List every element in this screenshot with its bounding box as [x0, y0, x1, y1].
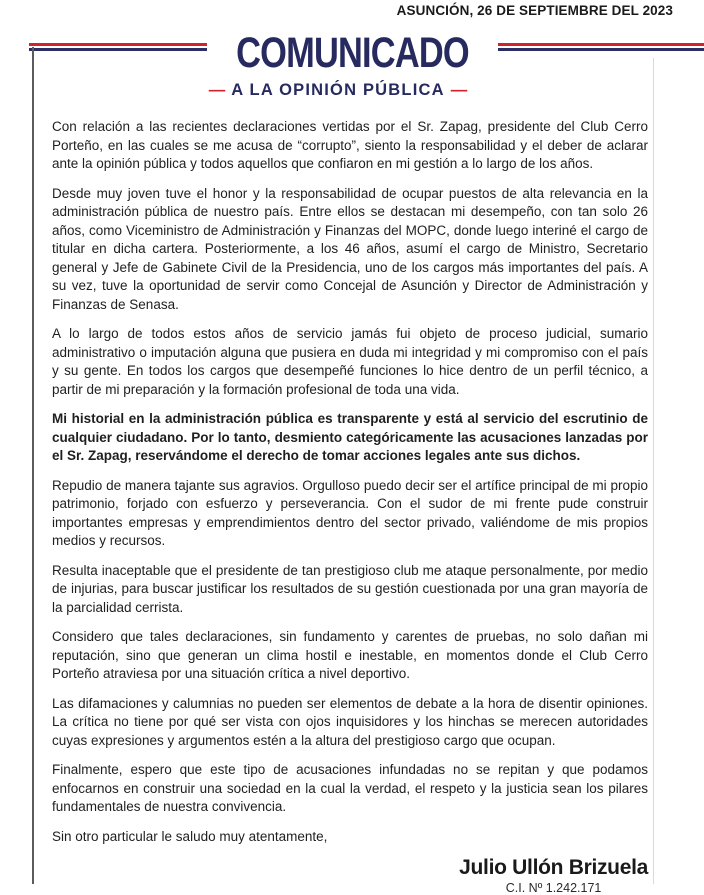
- paragraphs: [52, 118, 648, 817]
- paragraph: Con relación a las recientes declaraciones vertidas por el Sr. Zapag, presidente del Club Cerro Porteño, en las cuales se me acusa de “corrupto”, siento la responsabilidad y el deber de aclarar ante la opinión pública y todos aquellos que confiaron en mi gestión a lo largo de los años.: [52, 119, 648, 171]
- date-line: ASUNCIÓN, 26 DE SEPTIEMBRE DEL 2023: [396, 3, 673, 18]
- comunicado-title: COMUNICADO: [236, 29, 469, 77]
- header-rule-left: [29, 43, 207, 51]
- paper-right-edge: [653, 58, 654, 884]
- paragraph: Considero que tales declaraciones, sin fundamento y carentes de pruebas, no solo dañan mi reputación, sino que generan un clima hostil e inestable, en momentos donde el Club Cerro Porteño atraviesa por una situación crítica a nivel deportivo.: [52, 629, 648, 681]
- signature-block: [459, 856, 648, 895]
- header-rule-right: [498, 43, 704, 51]
- letter-body: [52, 118, 648, 895]
- paragraph: Finalmente, espero que este tipo de acusaciones infundadas no se repitan y que podamos enfocarnos en construir una sociedad en la cual la verdad, el respeto y la justicia sean los pilares fundamentales de nuestra convivencia.: [52, 762, 648, 814]
- dash-left: —: [208, 81, 226, 99]
- red-rule: [498, 43, 704, 46]
- document-left-border: [32, 47, 34, 884]
- paragraph: Repudio de manera tajante sus agravios. Orgulloso puedo decir ser el artífice principal de mi propio patrimonio, forjado con esfuerzo y perseverancia. Con el sudor de mi frente pude construir importantes empresas y emprendimientos dentro del sector privado, valiéndome de mis propios medios y recursos.: [52, 477, 648, 548]
- navy-rule: [498, 48, 704, 51]
- closing-line: Sin otro particular le saludo muy atentamente,: [52, 828, 328, 844]
- paragraph: Mi historial en la administración pública es transparente y está al servicio del escrutinio de cualquier ciudadano. Por lo tanto, desmiento categóricamente las acusaciones lanzadas por el Sr. Zapag, reservándome el derecho de tomar acciones legales ante sus dichos.: [52, 411, 648, 463]
- red-rule: [29, 43, 207, 46]
- comunicado-subtitle: [0, 81, 676, 100]
- subtitle-text: A LA OPINIÓN PÚBLICA: [231, 81, 445, 99]
- document-header: [0, 29, 676, 100]
- signature-name: Julio Ullón Brizuela: [459, 856, 648, 879]
- signature-id-number: C.I. Nº 1.242.171: [505, 881, 602, 895]
- dash-right: —: [450, 81, 468, 99]
- navy-rule: [29, 48, 207, 51]
- paragraph: Las difamaciones y calumnias no pueden ser elementos de debate a la hora de disentir opiniones. La crítica no tiene por qué ser vista con ojos inquisidores y los hinchas se merecen autoridades cuyas expresiones y argumentos estén a la altura del prestigioso cargo que ocupan.: [52, 695, 648, 748]
- paragraph: Resulta inaceptable que el presidente de tan prestigioso club me ataque personalmente, por medio de injurias, para buscar justificar los resultados de su gestión cuestionada por una gran mayoría de la parcialidad cerrista.: [52, 562, 648, 615]
- paragraph: A lo largo de todos estos años de servicio jamás fui objeto de proceso judicial, sumario administrativo o imputación alguna que pusiera en duda mi integridad y mi compromiso con el país y su gente. En todos los cargos que desempeñé funciones lo hice dentro de un perfil técnico, a partir de mi preparación y la formación profesional de toda una vida.: [52, 326, 648, 397]
- paragraph: Desde muy joven tuve el honor y la responsabilidad de ocupar puestos de alta relevancia en la administración pública de nuestro país. Entre ellos se destacan mi desempeño, con tan solo 26 años, como Viceministro de Administración y Finanzas del MOPC, donde luego interiné el cargo de titular en dicha cartera. Posteriormente, a los 46 años, asumí el cargo de Ministro, Secretario general y Jefe de Gabinete Civil de la Presidencia, uno de los cargos más importantes del país. A su vez, tuve la oportunidad de servir como Concejal de Asunción y Director de Administración y Finanzas de Senasa.: [52, 185, 648, 312]
